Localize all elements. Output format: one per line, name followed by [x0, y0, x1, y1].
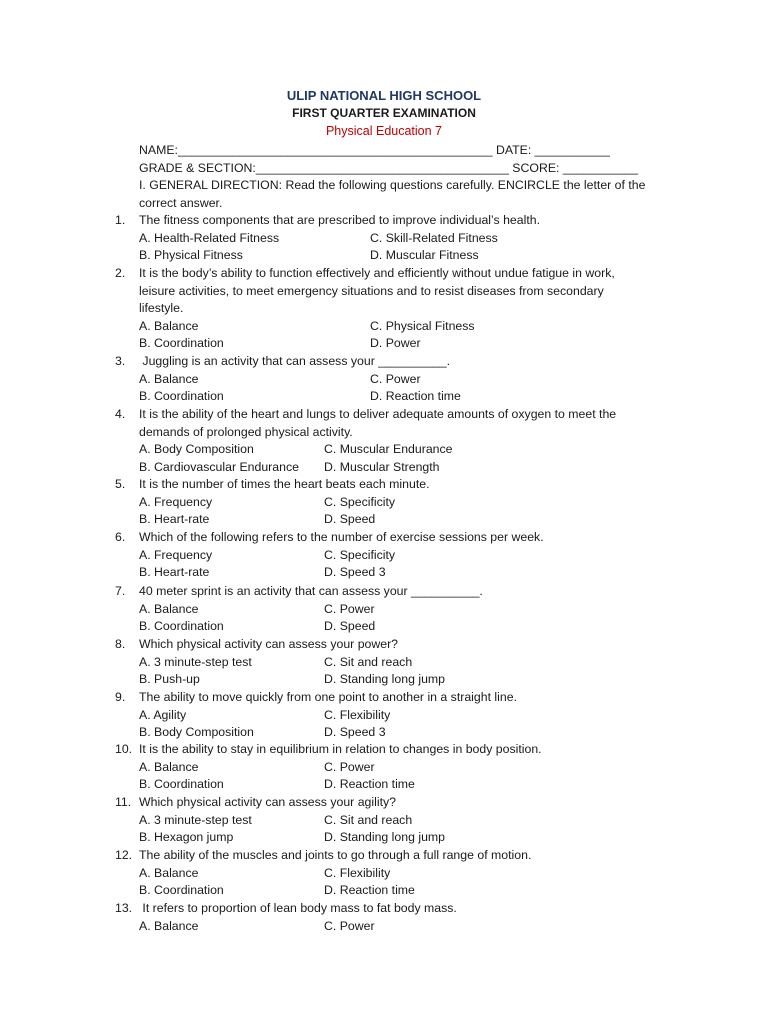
option-d[interactable]: D. Speed 3 [324, 725, 386, 740]
question-number: 3. [115, 354, 126, 368]
option-c[interactable]: C. Flexibility [324, 865, 391, 880]
question-text: It is the number of times the heart beats each minute. [139, 477, 430, 491]
option-c[interactable]: C. Physical Fitness [370, 318, 475, 333]
question-number: 8. [115, 637, 126, 651]
option-a[interactable]: A. Balance [139, 318, 199, 333]
question-text: It is the ability of the heart and lungs to deliver adequate amounts of oxygen to meet the [139, 407, 617, 421]
question-number: 5. [115, 477, 126, 491]
option-a[interactable]: A. Health-Related Fitness [139, 230, 280, 245]
option-d[interactable]: D. Muscular Strength [324, 459, 440, 474]
option-c[interactable]: C. Flexibility [324, 707, 391, 722]
option-d[interactable]: D. Power [370, 336, 421, 351]
option-d[interactable]: D. Muscular Fitness [370, 248, 479, 263]
option-d[interactable]: D. Standing long jump [324, 672, 445, 687]
question-text: demands of prolonged physical activity. [139, 424, 353, 439]
option-c[interactable]: C. Power [324, 601, 375, 616]
option-b[interactable]: B. Coordination [139, 336, 224, 351]
option-d[interactable]: D. Speed 3 [324, 565, 386, 580]
option-b[interactable]: B. Coordination [139, 619, 224, 634]
option-b[interactable]: B. Body Composition [139, 725, 254, 740]
option-a[interactable]: A. Balance [139, 759, 199, 774]
option-c[interactable]: C. Specificity [324, 494, 396, 509]
option-c[interactable]: C. Skill-Related Fitness [370, 230, 498, 245]
option-b[interactable]: B. Cardiovascular Endurance [139, 459, 299, 474]
school-name: ULIP NATIONAL HIGH SCHOOL [286, 88, 482, 103]
question-number: 11. [115, 795, 132, 809]
exam-title: FIRST QUARTER EXAMINATION [292, 106, 476, 120]
option-b[interactable]: B. Coordination [139, 777, 224, 792]
option-d[interactable]: D. Reaction time [324, 883, 415, 898]
option-b[interactable]: B. Heart-rate [139, 512, 210, 527]
general-direction-cont: correct answer. [139, 195, 223, 210]
question-number: 9. [115, 690, 126, 704]
option-a[interactable]: A. 3 minute-step test [139, 654, 252, 669]
question-number: 10. [115, 742, 133, 756]
question-text: Which physical activity can assess your power? [139, 637, 399, 651]
question-text: leisure activities, to meet emergency situations and to resist diseases from secondary [139, 283, 604, 298]
option-c[interactable]: C. Muscular Endurance [324, 442, 453, 457]
question-text: lifestyle. [139, 301, 184, 316]
option-d[interactable]: D. Reaction time [324, 777, 415, 792]
question-text: The fitness components that are prescribed to improve individual’s health. [139, 213, 541, 227]
question-text: The ability of the muscles and joints to go through a full range of motion. [139, 848, 532, 862]
option-d[interactable]: D. Standing long jump [324, 830, 445, 845]
question-text: It refers to proportion of lean body mass to fat body mass. [139, 901, 457, 915]
option-b[interactable]: B. Heart-rate [139, 565, 210, 580]
question-text: Juggling is an activity that can assess your __________. [139, 354, 451, 368]
question-text: It is the ability to stay in equilibrium in relation to changes in body position. [139, 742, 542, 756]
option-a[interactable]: A. Agility [139, 707, 187, 722]
option-b[interactable]: B. Coordination [139, 389, 224, 404]
general-direction: I. GENERAL DIRECTION: Read the following questions carefully. ENCIRCLE the letter of the [139, 178, 646, 192]
option-a[interactable]: A. Balance [139, 371, 199, 386]
name-date-field: NAME:______________________________________________ DATE: ___________ [139, 143, 610, 157]
question-number: 1. [115, 213, 126, 227]
option-a[interactable]: A. Body Composition [139, 442, 254, 457]
question-text: 40 meter sprint is an activity that can assess your __________. [139, 584, 483, 598]
option-c[interactable]: C. Power [324, 918, 375, 933]
question-number: 2. [115, 266, 126, 280]
question-number: 4. [115, 407, 126, 421]
option-c[interactable]: C. Sit and reach [324, 812, 413, 827]
question-number: 6. [115, 530, 126, 544]
option-c[interactable]: C. Power [370, 371, 421, 386]
option-d[interactable]: D. Speed [324, 619, 376, 634]
option-a[interactable]: A. Frequency [139, 494, 213, 509]
option-d[interactable]: D. Speed [324, 512, 376, 527]
question-text: It is the body’s ability to function effectively and efficiently without undue fatigue in work, [139, 266, 615, 280]
option-b[interactable]: B. Push-up [139, 672, 200, 687]
option-d[interactable]: D. Reaction time [370, 389, 461, 404]
option-b[interactable]: B. Coordination [139, 883, 224, 898]
option-a[interactable]: A. Balance [139, 601, 199, 616]
question-text: The ability to move quickly from one point to another in a straight line. [139, 690, 517, 704]
option-c[interactable]: C. Specificity [324, 547, 396, 562]
option-b[interactable]: B. Hexagon jump [139, 830, 234, 845]
option-c[interactable]: C. Power [324, 759, 375, 774]
option-a[interactable]: A. 3 minute-step test [139, 812, 252, 827]
question-number: 13. [115, 901, 133, 915]
question-number: 7. [115, 584, 126, 598]
option-c[interactable]: C. Sit and reach [324, 654, 413, 669]
option-a[interactable]: A. Frequency [139, 547, 213, 562]
question-text: Which physical activity can assess your agility? [139, 795, 396, 809]
question-number: 12. [115, 848, 133, 862]
grade-score-field: GRADE & SECTION:_____________________________________ SCORE: ___________ [139, 160, 639, 175]
option-a[interactable]: A. Balance [139, 918, 199, 933]
option-a[interactable]: A. Balance [139, 865, 199, 880]
option-b[interactable]: B. Physical Fitness [139, 248, 243, 263]
subject-title: Physical Education 7 [325, 124, 443, 138]
question-text: Which of the following refers to the number of exercise sessions per week. [139, 530, 544, 544]
